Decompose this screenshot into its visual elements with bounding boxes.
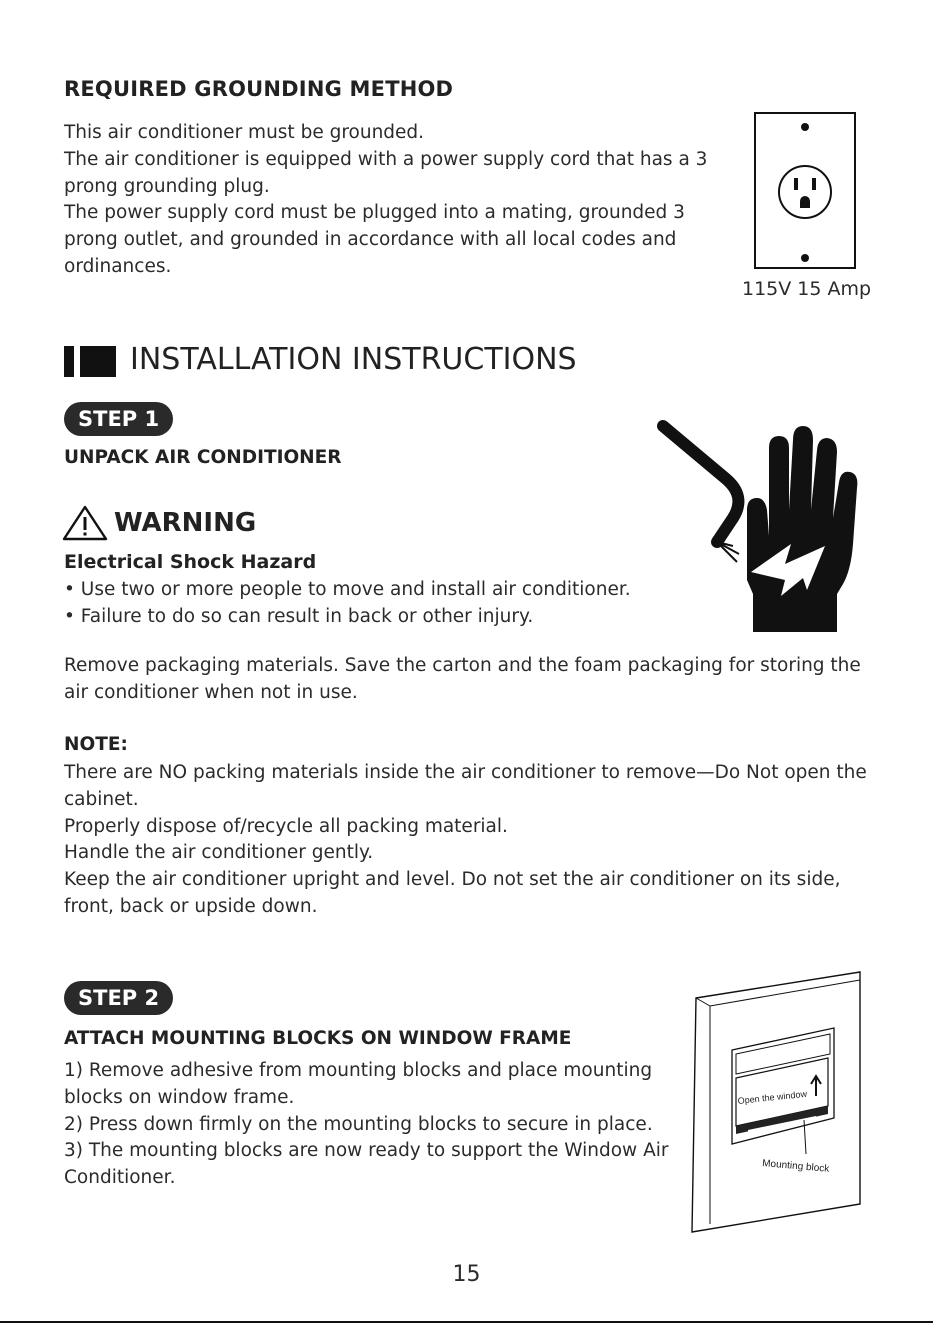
grounding-body [64, 120, 724, 281]
grounding-line: This air conditioner must be grounded. [64, 122, 425, 143]
electric-shock-hand-icon [655, 418, 865, 636]
installation-title: INSTALLATION INSTRUCTIONS [130, 342, 577, 377]
outlet-caption: 115V 15 Amp [742, 278, 872, 300]
step2-list [64, 1058, 684, 1192]
heading-bar-thin [64, 346, 74, 377]
hazard-list [64, 577, 684, 631]
note-line: Keep the air conditioner upright and level. Do not set the air conditioner on its side, front, back or upside down. [64, 869, 841, 917]
hazard-title: Electrical Shock Hazard [64, 551, 317, 573]
step2-item: 2) Press down firmly on the mounting blocks to secure in place. [64, 1113, 653, 1135]
note-title: NOTE: [64, 734, 128, 755]
step2-title: ATTACH MOUNTING BLOCKS ON WINDOW FRAME [64, 1028, 572, 1049]
grounding-title: REQUIRED GROUNDING METHOD [64, 77, 454, 101]
hazard-item: • Use two or more people to move and install air conditioner. [64, 579, 631, 600]
step2-badge: STEP 2 [64, 981, 173, 1015]
window-label-block: Mounting block [761, 1158, 830, 1175]
section-heading [64, 342, 604, 378]
step2-item: 1) Remove adhesive from mounting blocks and place mounting blocks on window frame. [64, 1060, 653, 1108]
warning-label: WARNING [114, 508, 257, 538]
note-list [64, 760, 884, 921]
grounding-line: The power supply cord must be plugged into a mating, grounded 3 prong outlet, and grounded in accordance with all local codes and ordinances. [64, 202, 685, 277]
bottom-rule [0, 1321, 933, 1323]
note-line: Properly dispose of/recycle all packing material. [64, 815, 508, 837]
warning-triangle-icon [62, 505, 108, 541]
note-line: Handle the air conditioner gently. [64, 842, 374, 864]
hazard-item: • Failure to do so can result in back or other injury. [64, 605, 534, 627]
heading-bar-thick [80, 346, 116, 377]
window-frame-illustration [688, 968, 868, 1236]
grounding-line: The air conditioner is equipped with a power supply cord that has a 3 prong grounding plug. [64, 148, 708, 197]
step2-item: 3) The mounting blocks are now ready to support the Window Air Conditioner. [64, 1140, 669, 1189]
note-line: There are NO packing materials inside the air conditioner to remove—Do Not open the cabinet. [64, 762, 867, 810]
warning-header [62, 503, 302, 543]
step1-title: UNPACK AIR CONDITIONER [64, 447, 342, 468]
step1-badge: STEP 1 [64, 402, 173, 436]
electrical-outlet-icon [754, 112, 856, 269]
page-number: 15 [452, 1262, 481, 1287]
window-label-open: Open the window [737, 1088, 808, 1106]
remove-packaging-text: Remove packaging materials. Save the carton and the foam packaging for storing the air conditioner when not in use. [64, 655, 861, 703]
